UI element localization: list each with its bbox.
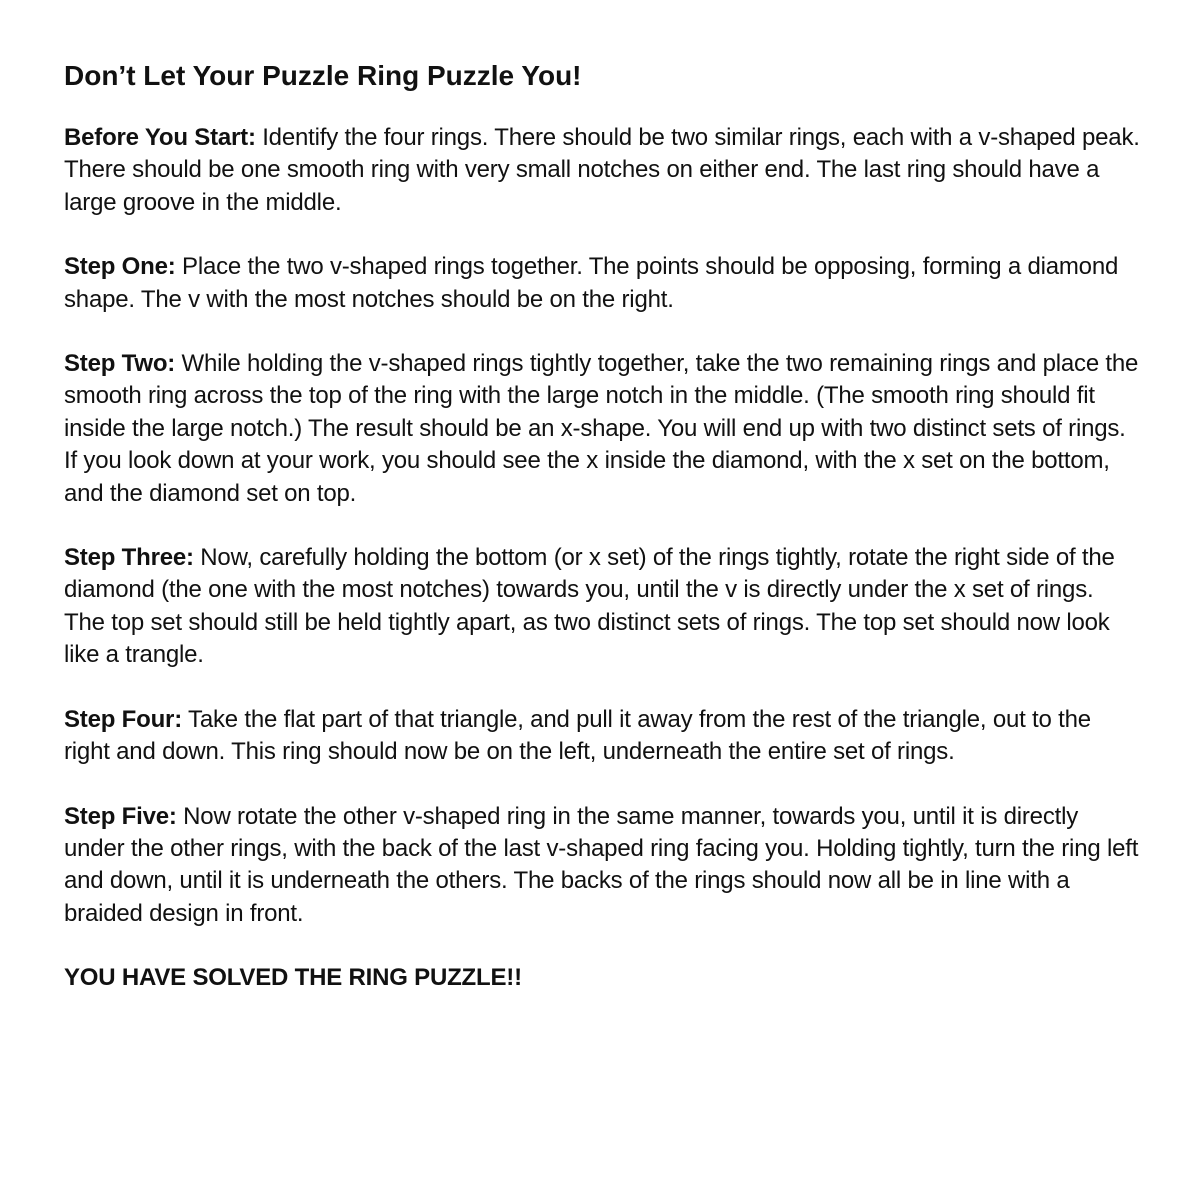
section-text: Identify the four rings. There should be two similar rings, each with a v-shaped peak. There should be one smooth ring with very small notches on either end. The last ring should have a large groove in the middle. bbox=[64, 124, 1140, 216]
closing-message: YOU HAVE SOLVED THE RING PUZZLE!! bbox=[64, 964, 522, 992]
section-before-you-start bbox=[64, 122, 1140, 219]
section-label: Step Five: bbox=[64, 802, 177, 830]
section-label: Step Four: bbox=[64, 705, 182, 733]
section-text: Now, carefully holding the bottom (or x set) of the rings tightly, rotate the right side of the diamond (the one with the most notches) towards you, until the v is directly under the x set of rings. The top set should still be held tightly apart, as two distinct sets of rings. The top set should now look like a trangle. bbox=[64, 544, 1115, 669]
page-title: Don’t Let Your Puzzle Ring Puzzle You! bbox=[64, 60, 582, 91]
section-step-four bbox=[64, 704, 1140, 769]
section-text: Now rotate the other v-shaped ring in the same manner, towards you, until it is directly under the other rings, with the back of the last v-shaped ring facing you. Holding tightly, turn the ring left and down, until it is underneath the others. The backs of the rings should now all be in line with a braided design in front. bbox=[64, 802, 1139, 927]
section-step-one bbox=[64, 251, 1140, 316]
section-label: Before You Start: bbox=[64, 124, 256, 151]
section-text: While holding the v-shaped rings tightly together, take the two remaining rings and place the smooth ring across the top of the ring with the large notch in the middle. (The smooth ring should fit inside the large notch.) The result should be an x-shape. You will end up with two distinct sets of rings. If you look down at your work, you should see the x inside the diamond, with the x set on the bottom, and the diamond set on top. bbox=[64, 350, 1139, 507]
section-label: Step Two: bbox=[64, 350, 176, 378]
section-step-five bbox=[64, 801, 1140, 931]
section-step-three bbox=[64, 542, 1140, 672]
section-step-two bbox=[64, 348, 1140, 510]
section-text: Place the two v-shaped rings together. The points should be opposing, forming a diamond shape. The v with the most notches should be on the right. bbox=[64, 253, 1119, 313]
section-label: Step One: bbox=[64, 253, 176, 281]
section-text: Take the flat part of that triangle, and pull it away from the rest of the triangle, out to the right and down. This ring should now be on the left, underneath the entire set of rings. bbox=[64, 705, 1091, 766]
section-label: Step Three: bbox=[64, 544, 194, 572]
